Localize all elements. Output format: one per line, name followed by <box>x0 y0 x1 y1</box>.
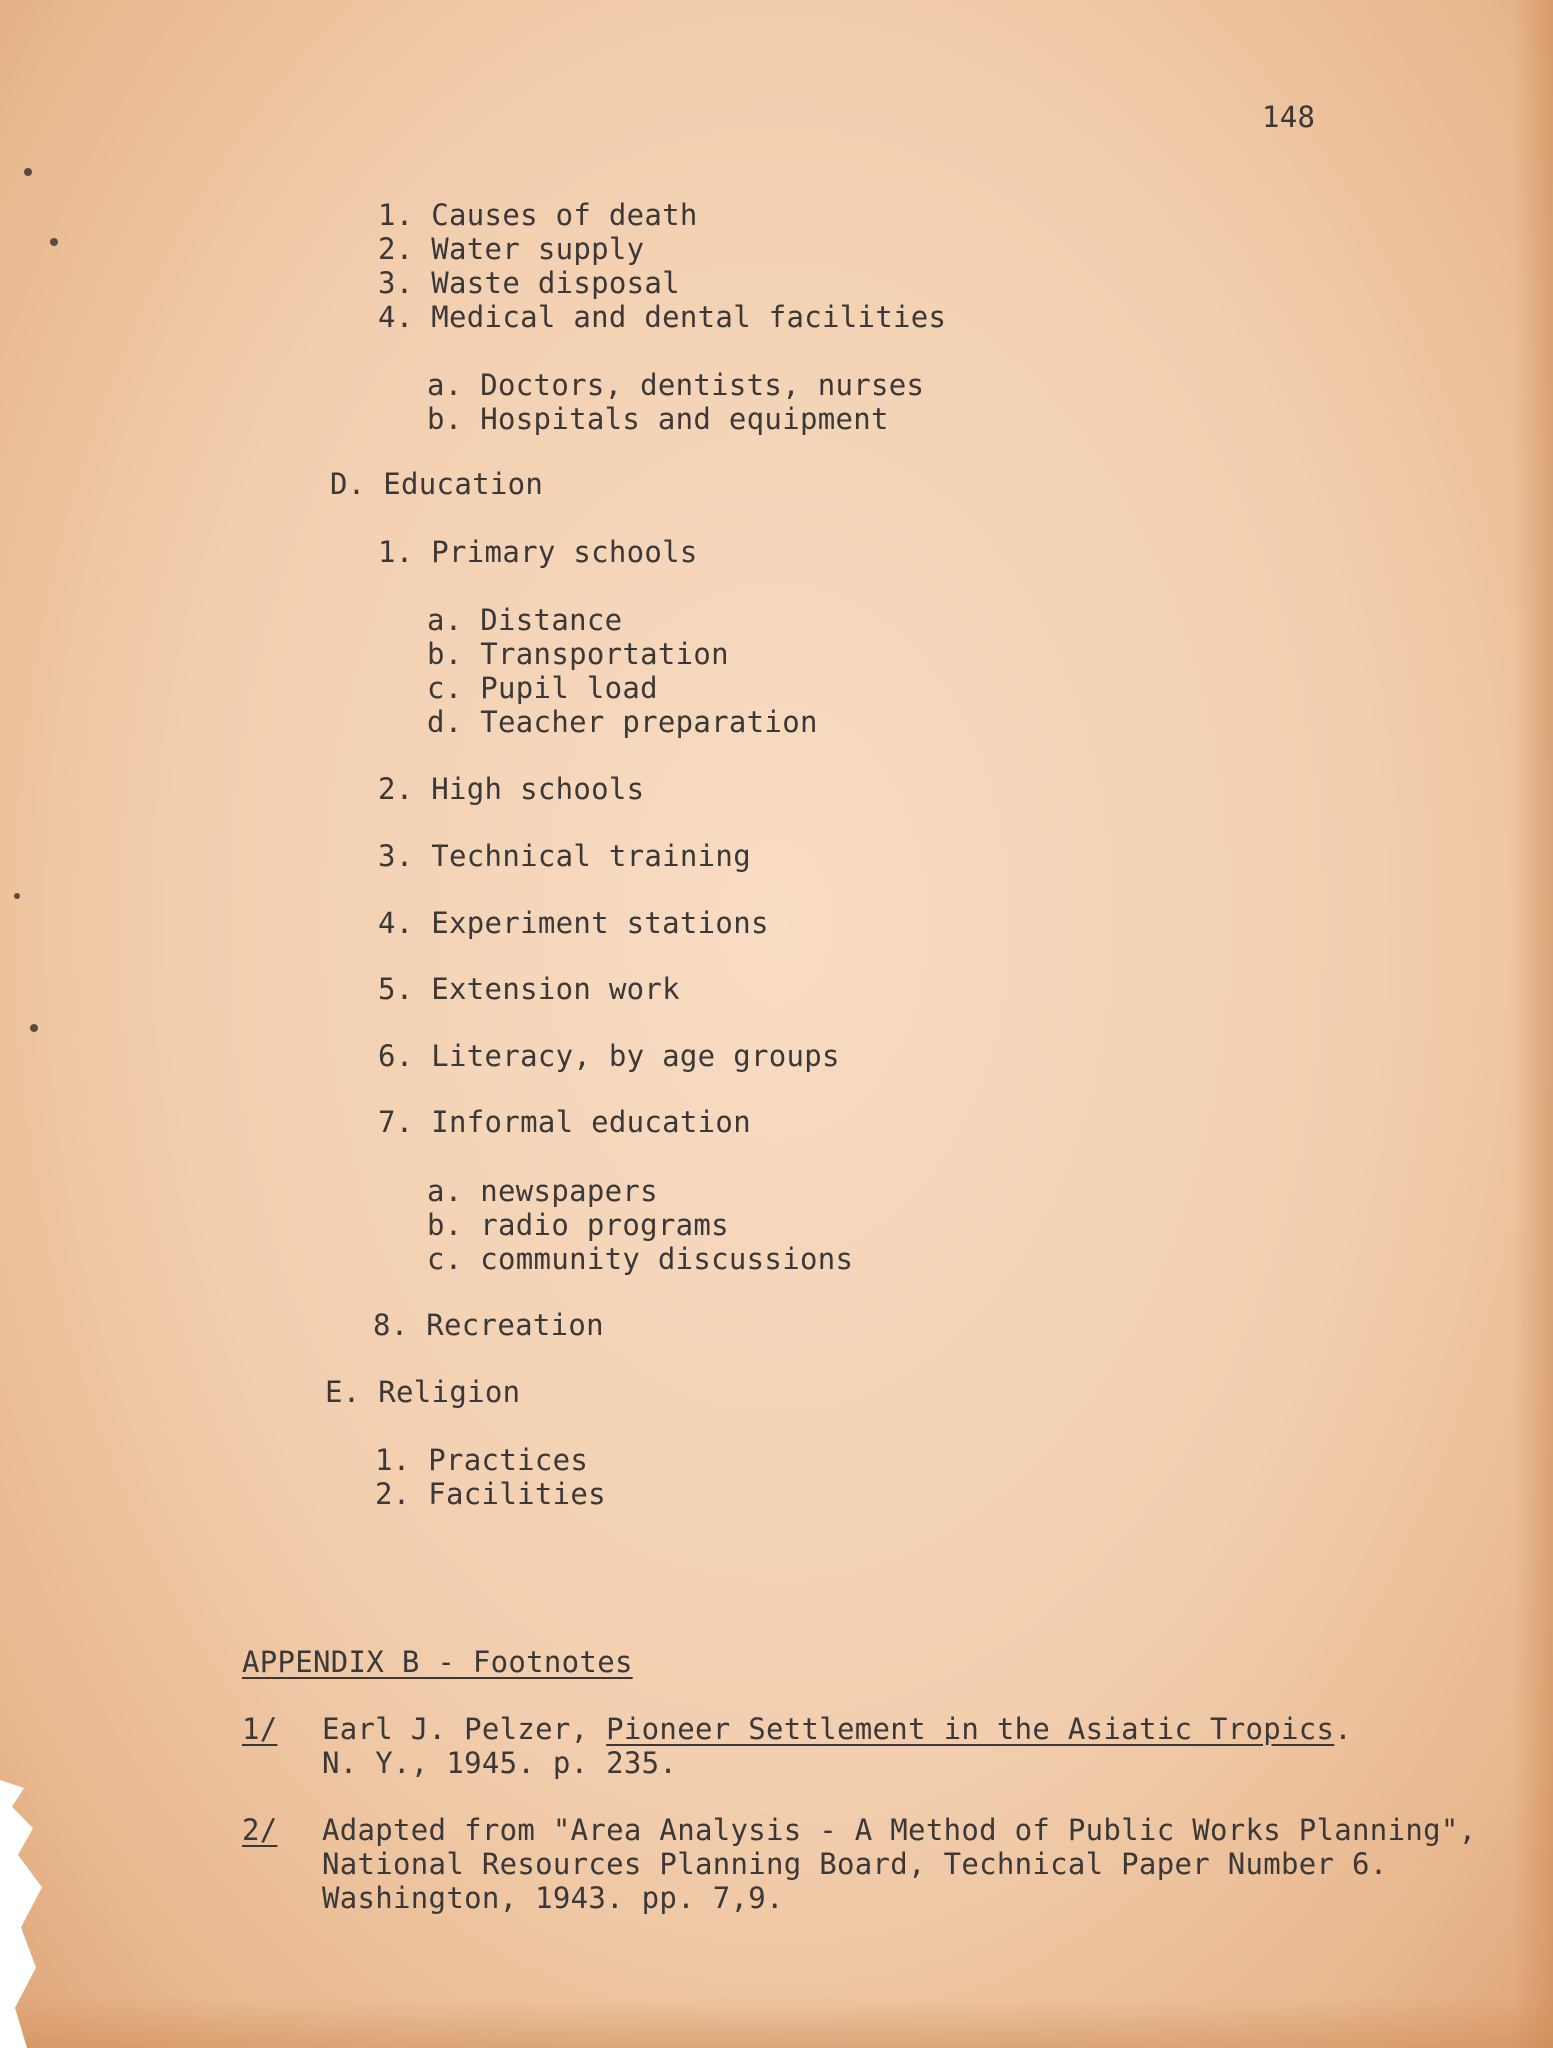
outline-item: 1. Practices <box>375 1443 589 1477</box>
outline-subitem: a. Doctors, dentists, nurses <box>427 368 925 402</box>
outline-item: 2. Water supply <box>378 232 645 266</box>
paper-blemish <box>50 238 58 246</box>
footnote-punctuation: . <box>1334 1712 1353 1746</box>
outline-item: 7. Informal education <box>378 1105 751 1139</box>
outline-subitem: c. community discussions <box>427 1242 854 1276</box>
outline-item: 5. Extension work <box>378 972 680 1006</box>
outline-item: 3. Waste disposal <box>378 266 680 300</box>
outline-item: 2. Facilities <box>375 1477 606 1511</box>
outline-item: 6. Literacy, by age groups <box>378 1039 840 1073</box>
page-bottom-shadow <box>0 1998 1553 2048</box>
outline-item: 1. Causes of death <box>378 198 698 232</box>
outline-subitem: b. Transportation <box>427 637 729 671</box>
outline-item: 3. Technical training <box>378 839 751 873</box>
outline-subitem: b. Hospitals and equipment <box>427 402 889 436</box>
footnote-text <box>322 1712 1352 1746</box>
outline-item: 4. Experiment stations <box>378 906 769 940</box>
footnote-marker: 1/ <box>242 1712 278 1746</box>
section-heading: D. Education <box>330 467 544 501</box>
paper-blemish <box>24 168 32 176</box>
outline-subitem: c. Pupil load <box>427 671 658 705</box>
footnote-marker: 2/ <box>242 1813 278 1847</box>
outline-subitem: b. radio programs <box>427 1208 729 1242</box>
footnote-text: Adapted from "Area Analysis - A Method of Public Works Planning", <box>322 1813 1477 1847</box>
paper-blemish <box>30 1024 38 1032</box>
outline-item: 4. Medical and dental facilities <box>378 300 947 334</box>
outline-item: 2. High schools <box>378 772 645 806</box>
footnote-title: Pioneer Settlement in the Asiatic Tropics <box>606 1712 1335 1746</box>
paper-blemish <box>14 893 20 899</box>
outline-subitem: a. Distance <box>427 603 623 637</box>
section-heading: E. Religion <box>325 1375 521 1409</box>
outline-item: 1. Primary schools <box>378 535 698 569</box>
footnote-text: National Resources Planning Board, Technical Paper Number 6. <box>322 1847 1388 1881</box>
footnote-text: Washington, 1943. pp. 7,9. <box>322 1881 784 1915</box>
footnote-author: Earl J. Pelzer, <box>322 1712 607 1746</box>
outline-subitem: a. newspapers <box>427 1174 658 1208</box>
page-edge-shadow <box>1513 0 1553 2048</box>
appendix-heading: APPENDIX B - Footnotes <box>242 1645 633 1679</box>
footnote-text: N. Y., 1945. p. 235. <box>322 1746 678 1780</box>
outline-subitem: d. Teacher preparation <box>427 705 818 739</box>
page-number: 148 <box>1262 100 1316 134</box>
outline-item: 8. Recreation <box>373 1308 604 1342</box>
